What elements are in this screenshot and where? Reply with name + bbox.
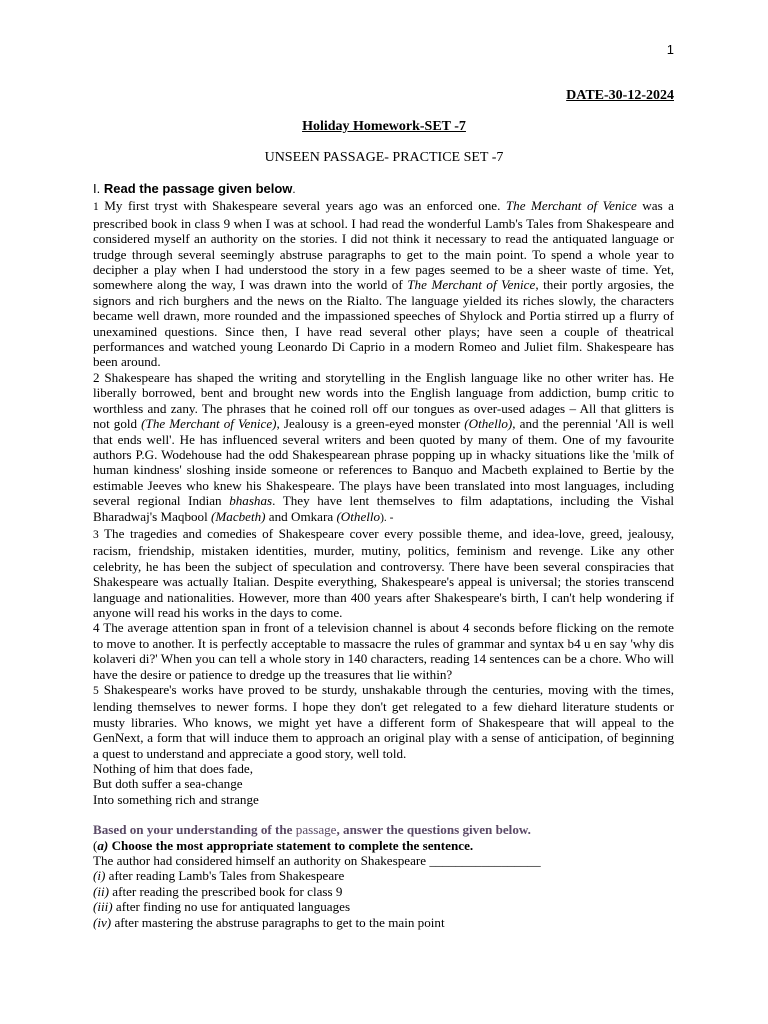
option-text: after finding no use for antiquated languages <box>112 899 351 915</box>
poem-line: Nothing of him that does fade, <box>93 761 254 777</box>
instruction-text: , answer the questions given below. <box>336 822 531 838</box>
option-iii <box>93 899 674 914</box>
paragraph-text: , Jealousy is a green-eyed monster <box>276 416 465 432</box>
paragraph-number: 2 <box>93 369 100 385</box>
spacer <box>93 807 674 822</box>
paragraph-2 <box>93 370 674 526</box>
poem-line: But doth suffer a sea-change <box>93 776 243 792</box>
question-prompt: Choose the most appropriate statement to complete the sentence. <box>108 837 474 853</box>
instruction-text: passage <box>295 822 337 838</box>
italic-title: (Macbeth) <box>211 508 266 524</box>
paragraph-number: 3 <box>93 528 99 541</box>
paragraph-number: 4 <box>93 620 100 636</box>
paragraph-text: . They have lent themselves to film adaptations, including the Vishal Bharadwaj's Maqbool <box>93 493 674 524</box>
italic-title: (Othello) <box>464 416 513 432</box>
poem-quote <box>93 761 674 807</box>
option-iv <box>93 915 674 930</box>
italic-title: (Othello <box>336 508 381 524</box>
paragraph-1 <box>93 198 674 369</box>
questions-instruction <box>93 822 674 837</box>
italic-word: bhashas <box>229 493 273 509</box>
option-text: after reading Lamb's Tales from Shakespeare <box>105 868 345 884</box>
paragraph-text: was a prescribed book in class 9 when I was at school. I had read the wonderful Lamb's Tales from Shakespeare and considered myself an authority on the stories. I did not think it necessary to read the antiquated language or trudge through several seemingly abstruse paragraphs to get to the main point. To spend a whole year to decipher a play when I had understood the story in a few pages seemed to be a sheer waste of time. Yet, somewhere along the way, I was drawn into the world of <box>93 198 674 293</box>
page-number: 1 <box>666 42 674 57</box>
option-number: (i) <box>93 868 106 884</box>
option-i <box>93 868 674 883</box>
paragraph-5 <box>93 682 674 761</box>
question-a-prompt <box>93 838 674 853</box>
paragraph-3 <box>93 526 674 620</box>
paragraph-number: 1 <box>93 201 99 214</box>
paragraph-text: The tragedies and comedies of Shakespeare cover every possible theme, and idea-love, greed, jealousy, racism, friendship, mistaken identities, murder, mutiny, politics, feminism and revenge. Like any other celebrity, he has been the subject of speculation and controversy. There have been several conspiracies that Shakespeare was actually Italian. Despite everything, Shakespeare's appeal is universal; the stories transcend language and nationalities. However, more than 400 years after Shakespeare's birth, I can't help wondering if anyone will read his works in the days to come. <box>93 525 674 620</box>
instruction-text: Based on your understanding of the <box>93 822 296 838</box>
paragraph-number: 5 <box>93 685 99 697</box>
section-numeral: I. <box>93 181 101 196</box>
paragraph-text: Shakespeare's works have proved to be sturdy, unshakable through the centuries, moving with the times, lending themselves to newer forms. I hope they don't get relegated to a few diehard literature students or musty libraries. Who knows, we might yet have a different form of Shakespeare that will appeal to the GenNext, a form that will induce them to approach an original play with a sense of anticipation, of beginning a quest to understand and appreciate a good story, well told. <box>93 682 674 761</box>
option-number: (ii) <box>93 883 109 899</box>
page-subtitle: UNSEEN PASSAGE- PRACTICE SET -7 <box>264 150 504 165</box>
poem-line: Into something rich and strange <box>93 791 259 807</box>
passage-body <box>93 181 674 930</box>
paragraph-text: Shakespeare has shaped the writing and storytelling in the English language like no other writer has. He liberally borrowed, bent and brought new words into the English language from addiction, bump critic to worthless and zany. The phrases that he coined roll off our tongues as over-used adages – All that glitters is not gold <box>93 369 674 432</box>
paragraph-text: , and the perennial 'All is well that ends well'. He has influenced several writers and been quoted by many of them. One of my favourite authors P.G. Wodehouse had the odd Shakespearean phrase popping up in whacky situations like the 'milk of human kindness' sloshing inside someone or references to Banquo and Macbeth explained to Bertie by the estimable Jeeves who knew his Shakespeare. The plays have been translated into most languages, including several regional Indian <box>93 416 675 509</box>
paragraph-text: The average attention span in front of a television channel is about 4 seconds before flicking on the remote to move to another. It is perfectly acceptable to massacre the rules of grammar and syntax b4 u en say 'why dis kolaveri di?' When you can tell a whole story in 140 characters, reading 14 sentences can be a chore. Who will have the desire or patience to dredge up the treasures that lie within? <box>93 620 674 682</box>
paragraph-text: ). - <box>380 511 394 524</box>
option-text: after mastering the abstruse paragraphs to get to the main point <box>111 914 445 930</box>
date-heading: DATE-30-12-2024 <box>566 88 674 103</box>
paragraph-text: , their portly argosies, the signors and rich burghers and the news on the Rialto. The language yielded its riches slowly, the characters became well drawn, more rounded and the impassioned speeches of Shylock and Portia stirred up a flurry of unexamined questions. Since then, I have read several other plays; have seen a couple of theatrical performances and watched young Leonardo Di Caprio in a modern Romeo and Juliet film. Shakespeare has been around. <box>93 277 674 370</box>
question-label: a) <box>97 837 109 853</box>
paragraph-text: and Omkara <box>265 508 337 524</box>
page-title: Holiday Homework-SET -7 <box>302 119 466 134</box>
italic-title: The Merchant of Venice <box>407 277 536 293</box>
italic-title: (The Merchant of Venice) <box>141 416 277 432</box>
option-number: (iv) <box>93 914 112 930</box>
option-text: after reading the prescribed book for class 9 <box>109 883 343 899</box>
paragraph-4 <box>93 620 674 682</box>
section-heading-text: Read the passage given below <box>103 181 293 196</box>
option-ii <box>93 884 674 899</box>
section-heading <box>93 181 674 198</box>
section-heading-end: . <box>292 184 296 196</box>
question-a-stem: The author had considered himself an authority on Shakespeare _________________ <box>93 853 541 869</box>
paragraph-text: My first tryst with Shakespeare several years ago was an enforced one. <box>98 198 506 214</box>
italic-title: The Merchant of Venice <box>505 198 637 214</box>
question-label: ( <box>93 837 98 853</box>
option-number: (iii) <box>93 899 113 915</box>
